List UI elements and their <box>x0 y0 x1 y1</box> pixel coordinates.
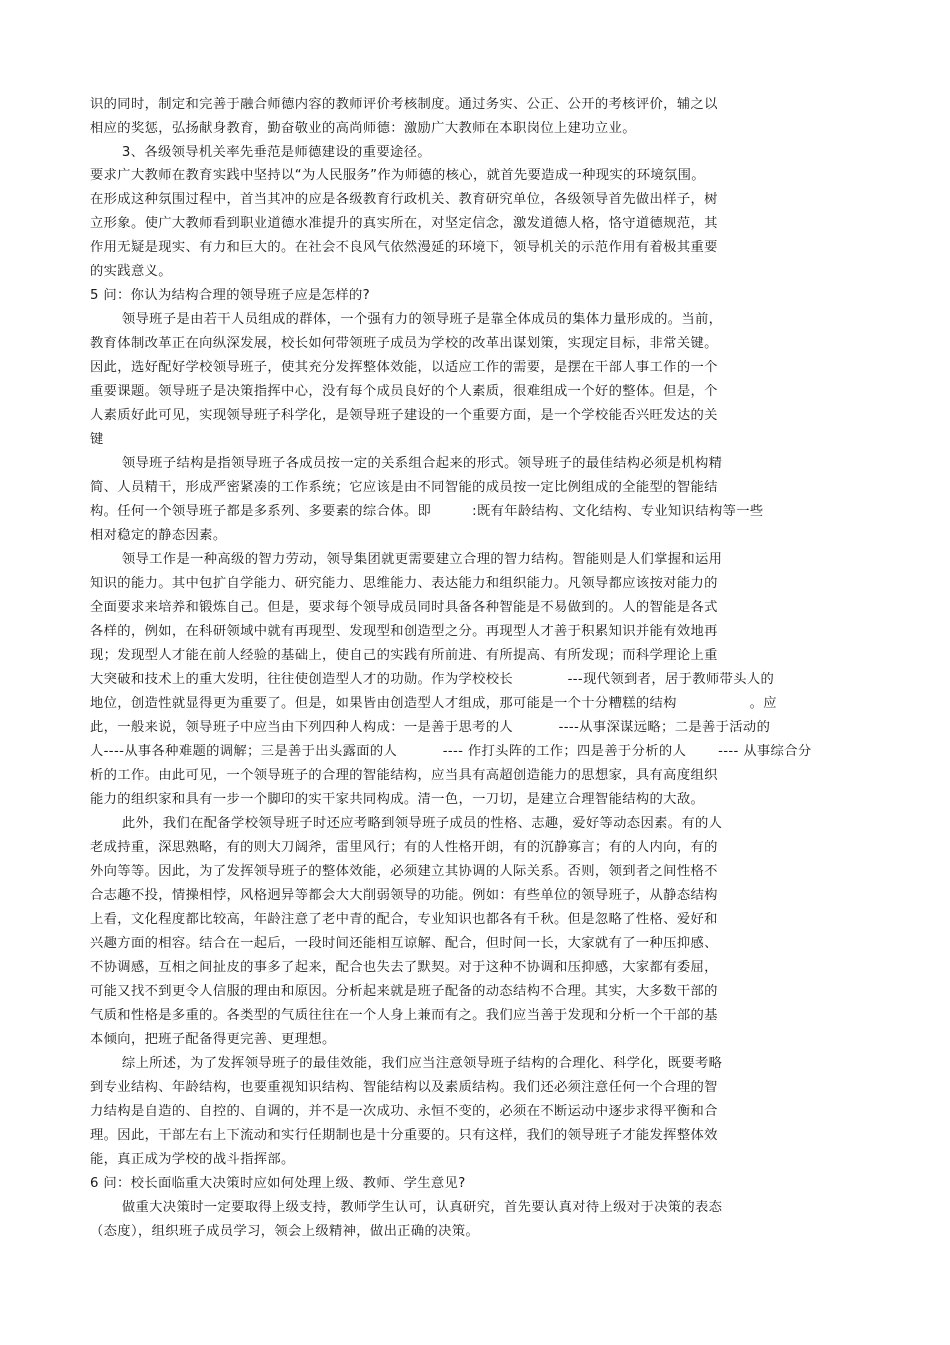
text-line: 析的工作。由此可见，一个领导班子的合理的智能结构，应当具有高超创造能力的思想家，具有高度组织 <box>90 768 718 783</box>
text-line: 综上所述，为了发挥领导班子的最佳效能，我们应当注意领导班子结构的合理化、科学化，既要考略 <box>90 1056 723 1071</box>
text-line: 3、各级领导机关率先垂范是师德建设的重要途径。 <box>90 145 431 160</box>
text-line: 键 <box>90 432 104 447</box>
text-line: 领导班子结构是指领导班子各成员按一定的关系组合起来的形式。领导班子的最佳结构必须是机构精 <box>90 456 723 471</box>
text-line: 上看，文化程度都比较高，年龄注意了老中青的配合，专业知识也都各有千秋。但是忽略了性格、爱好和 <box>90 912 718 927</box>
text-line: 人----从事各种难题的调解；三是善于出头露面的人 ---- 作打头阵的工作；四是善于分析的人 ---- 从事综合分 <box>90 744 812 759</box>
text-line: 能，真正成为学校的战斗指挥部。 <box>90 1152 295 1167</box>
question-heading: 5 问：你认为结构合理的领导班子应是怎样的? <box>90 288 371 303</box>
text-line: 相对稳定的静态因素。 <box>90 528 227 543</box>
text-line: 要求广大教师在教育实践中坚持以“为人民服务”作为师德的核心，就首先要造成一种现实的环境氛围。 <box>90 168 705 183</box>
text-line: 各样的，例如，在科研领域中就有再现型、发现型和创造型之分。再现型人才善于积累知识并能有效地再 <box>90 624 718 639</box>
text-line: 人素质好此可见，实现领导班子科学化，是领导班子建设的一个重要方面，是一个学校能否兴旺发达的关 <box>90 408 718 423</box>
text-line: 领导班子是由若干人员组成的群体，一个强有力的领导班子是靠全体成员的集体力量形成的。当前， <box>90 312 723 327</box>
text-line: 地位，创造性就显得更为重要了。但是，如果皆由创造型人才组成，那可能是一个十分糟糕的结构 。应 <box>90 696 777 711</box>
question-heading: 6 问：校长面临重大决策时应如何处理上级、教师、学生意见? <box>90 1176 466 1191</box>
text-line: 到专业结构、年龄结构，也要重视知识结构、智能结构以及素质结构。我们还必须注意任何一个合理的智 <box>90 1080 718 1095</box>
text-line: 重要课题。领导班子是决策指挥中心，没有每个成员良好的个人素质，很难组成一个好的整体。但是，个 <box>90 384 718 399</box>
text-line: 理。因此，干部左右上下流动和实行任期制也是十分重要的。只有这样，我们的领导班子才能发挥整体效 <box>90 1128 718 1143</box>
text-line: 教育体制改革正在向纵深发展，校长如何带领班子成员为学校的改革出谋划策，实现定目标，非常关键。 <box>90 336 718 351</box>
text-line: 立形象。使广大教师看到职业道德水准提升的真实所在，对坚定信念，激发道德人格，恪守道德规范，其 <box>90 216 718 231</box>
text-line: 知识的能力。其中包扩自学能力、研究能力、思维能力、表达能力和组织能力。凡领导都应该按对能力的 <box>90 576 718 591</box>
text-line: 能力的组织家和具有一步一个脚印的实干家共同构成。清一色，一刀切，是建立合理智能结构的大敌。 <box>90 792 705 807</box>
text-line: 大突破和技术上的重大发明，往往使创造型人才的功勋。作为学校校长 ---现代领到者，居于教师带头人的 <box>90 672 775 687</box>
text-line: 兴趣方面的相容。结合在一起后，一段时间还能相互谅解、配合，但时间一长，大家就有了一种压抑感、 <box>90 936 718 951</box>
text-line: 不协调感，互相之间扯皮的事多了起来，配合也失去了默契。对于这种不协调和压抑感，大家都有委屈， <box>90 960 718 975</box>
text-line: 外向等等。因此，为了发挥领导班子的整体效能，必须建立其协调的人际关系。否则，领到者之间性格不 <box>90 864 718 879</box>
text-line: 气质和性格是多重的。各类型的气质往往在一个人身上兼而有之。我们应当善于发现和分析一个干部的基 <box>90 1008 718 1023</box>
text-line: 力结构是自造的、自控的、自调的，并不是一次成功、永恒不变的，必须在不断运动中逐步求得平衡和合 <box>90 1104 718 1119</box>
text-line: 相应的奖惩，弘扬献身教育，勤奋敬业的高尚师德：激励广大教师在本职岗位上建功立业。 <box>90 121 636 136</box>
text-line: 的实践意义。 <box>90 264 172 279</box>
text-line: 识的同时，制定和完善于融合师德内容的教师评价考核制度。通过务实、公正、公开的考核评价，辅之以 <box>90 97 718 112</box>
text-line: 本倾向，把班子配备得更完善、更理想。 <box>90 1032 336 1047</box>
text-line: 做重大决策时一定要取得上级支持，教师学生认可，认真研究，首先要认真对待上级对于决策的表态 <box>90 1200 723 1215</box>
text-line: 在形成这种氛围过程中，首当其冲的应是各级教育行政机关、教育研究单位，各级领导首先做出样子，树 <box>90 192 718 207</box>
text-line: 领导工作是一种高级的智力劳动，领导集团就更需要建立合理的智力结构。智能则是人们掌握和运用 <box>90 552 723 567</box>
text-line: 现；发现型人才能在前人经验的基础上，使自己的实践有所前进、有所提高、有所发现；而科学理论上重 <box>90 648 718 663</box>
text-line: 因此，选好配好学校领导班子，使其充分发挥整体效能，以适应工作的需要，是摆在干部人事工作的一个 <box>90 360 718 375</box>
text-line: （态度），组织班子成员学习，领会上级精神，做出正确的决策。 <box>90 1224 480 1239</box>
text-line: 简、人员精干，形成严密紧凑的工作系统；它应该是由不同智能的成员按一定比例组成的全能型的智能结 <box>90 480 718 495</box>
text-line: 此外，我们在配备学校领导班子时还应考略到领导班子成员的性格、志趣，爱好等动态因素。有的人 <box>90 816 723 831</box>
text-line: 此，一般来说，领导班子中应当由下列四种人构成：一是善于思考的人 ----从事深谋远略；二是善于活动的 <box>90 720 771 735</box>
text-line: 构。任何一个领导班子都是多系列、多要素的综合体。即 :既有年龄结构、文化结构、专业知识结构等一些 <box>90 504 764 519</box>
text-line: 作用无疑是现实、有力和巨大的。在社会不良风气依然漫延的环境下，领导机关的示范作用有着极其重要 <box>90 240 718 255</box>
text-line: 可能又找不到更令人信服的理由和原因。分析起来就是班子配备的动态结构不合理。其实，大多数干部的 <box>90 984 718 999</box>
text-line: 合志趣不投，情操相悖，风格迥异等都会大大削弱领导的功能。例如：有些单位的领导班子，从静态结构 <box>90 888 718 903</box>
text-line: 老成持重，深思熟略，有的则大刀阔斧，雷里风行；有的人性格开朗，有的沉静寡言；有的人内向，有的 <box>90 840 718 855</box>
text-line: 全面要求来培养和锻炼自己。但是，要求每个领导成员同时具备各种智能是不易做到的。人的智能是各式 <box>90 600 718 615</box>
